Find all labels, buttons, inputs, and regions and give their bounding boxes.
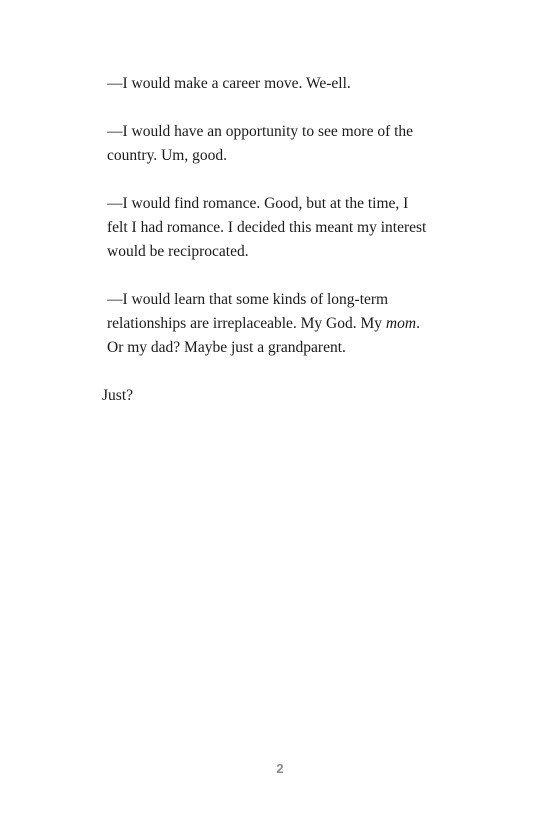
text-line: country. Um, good. (107, 147, 227, 164)
text-line: —I would make a career move. We-ell. (107, 75, 351, 92)
body-text (102, 72, 467, 432)
paragraph-relationships (107, 288, 467, 360)
text-line: Or my dad? Maybe just a grandparent. (107, 339, 346, 356)
paragraph-career-move (107, 72, 467, 96)
paragraph-just (102, 384, 467, 408)
paragraph-see-country (107, 120, 467, 168)
text-line: felt I had romance. I decided this meant my interest (107, 219, 427, 236)
page-number: 2 (276, 761, 284, 776)
text-line: —I would find romance. Good, but at the time, I (107, 195, 409, 212)
text-line: —I would have an opportunity to see more of the (107, 123, 414, 140)
text-segment: relationships are irreplaceable. My God. My (107, 315, 386, 332)
emphasized-word: mom (385, 315, 417, 332)
text-line: Just? (102, 387, 133, 404)
text-segment: . (416, 315, 420, 332)
text-line: would be reciprocated. (107, 243, 249, 260)
paragraph-find-romance (107, 192, 467, 264)
text-line (107, 312, 467, 336)
text-line: —I would learn that some kinds of long-term (107, 291, 389, 308)
